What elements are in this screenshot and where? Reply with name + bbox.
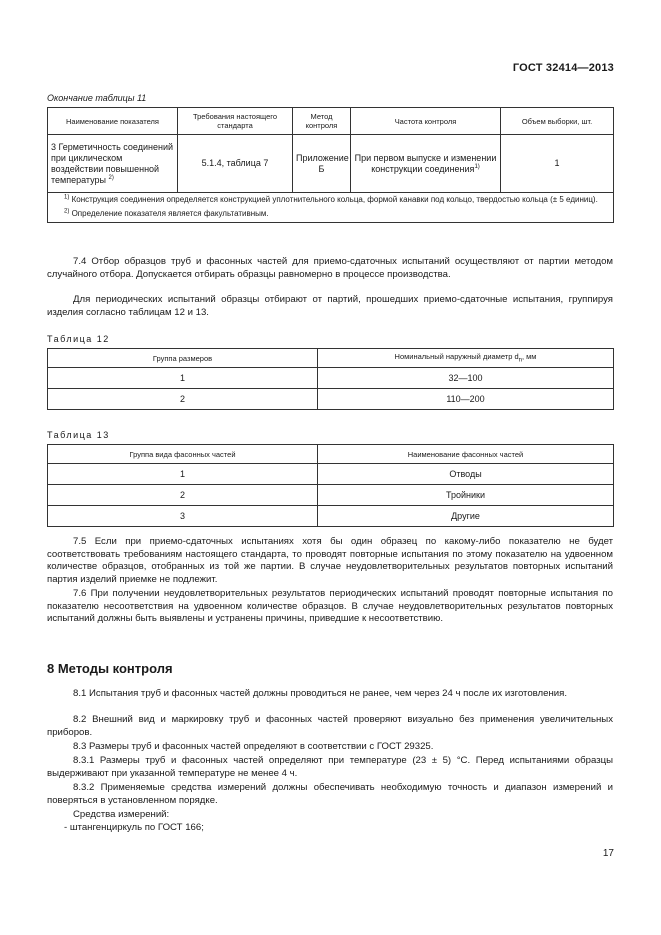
table-row [48,135,614,193]
table-header-row [48,445,614,464]
paragraph-8-2: 8.2 Внешний вид и маркировку труб и фасонных частей проверяют визуально без применения увеличительных приборов. [47,714,613,738]
table-13 [47,444,614,527]
table-11 [47,107,614,223]
header-fitting-name: Наименование фасонных частей [318,445,614,464]
cell-sample: 1 [501,135,614,193]
cell-group: 2 [48,485,318,506]
footnote-2 [54,209,607,220]
table-header-row [48,349,614,368]
footnote-mark: 2) [64,207,70,214]
cell-frequency [351,135,501,193]
table11-caption: Окончание таблицы 11 [47,93,147,103]
header-diameter-subscript: n [518,357,522,364]
cell-group: 2 [48,389,318,410]
cell-indicator [48,135,178,193]
header-fitting-group: Группа вида фасонных частей [48,445,318,464]
footnote-mark: 1) [64,194,70,201]
cell-name: Отводы [318,464,614,485]
header-diameter [318,349,614,368]
footnote-mark: 2) [108,174,114,181]
paragraph-7-5: 7.5 Если при приемо-сдаточных испытаниях хотя бы один образец по какому-либо показателю не будет соответствовать требованиям настоящего стандарта, то проводят повторные испытания по этому показателю на удвоенном количестве образцов, отобранных из той же партии. В случае неудовлетворительных результатов повторных испытаний партия изделий приемке не подлежит. [47,536,613,585]
cell-name: Тройники [318,485,614,506]
paragraph-7-4-periodic: Для периодических испытаний образцы отбирают от партий, прошедших приемо-сдаточные испытания, группируя изделия согласно таблицам 12 и 13. [47,294,613,318]
table12-caption: Таблица 12 [47,334,110,344]
table-notes-row [48,193,614,223]
header-method: Метод контроля [293,108,351,135]
table-row [48,506,614,527]
table13-caption: Таблица 13 [47,430,110,440]
tools-label: Средства измерений: [73,809,170,820]
header-diameter-text: Номинальный наружный диаметр d [394,352,519,362]
page-number: 17 [602,848,614,859]
cell-method: Приложение Б [293,135,351,193]
cell-group: 3 [48,506,318,527]
table-row [48,485,614,506]
header-frequency: Частота контроля [351,108,501,135]
footnote-text: Конструкция соединения определяется конструкцией уплотнительного кольца, формой канавки под кольцо, твердостью кольца (± 5 единиц). [71,195,598,204]
document-code: ГОСТ 32414—2013 [512,62,614,74]
section-title: 8 Методы контроля [47,661,173,676]
footnote-mark: 1) [474,163,480,170]
paragraph-8-3-1: 8.3.1 Размеры труб и фасонных частей определяют при температуре (23 ± 5) °С. Перед испытаниями образцы выдерживают при указанной температуре не менее 4 ч. [47,755,613,779]
header-sample: Объем выборки, шт. [501,108,614,135]
table-row [48,389,614,410]
indicator-text: 3 Герметичность соединений при циклическом воздействии повышенной температуры [51,141,174,185]
paragraph-8-1: 8.1 Испытания труб и фасонных частей должны проводиться не ранее, чем через 24 ч после их изготовления. [73,688,568,699]
table-12 [47,348,614,410]
cell-diameter: 32—100 [318,368,614,389]
header-indicator: Наименование показателя [48,108,178,135]
cell-group: 1 [48,368,318,389]
table-row [48,368,614,389]
paragraph-8-3: 8.3 Размеры труб и фасонных частей определяют в соответствии с ГОСТ 29325. [73,741,434,752]
footnote-1 [54,195,607,206]
cell-requirements: 5.1.4, таблица 7 [178,135,293,193]
cell-group: 1 [48,464,318,485]
table-row [48,464,614,485]
table-header-row [48,108,614,135]
cell-name: Другие [318,506,614,527]
header-size-group: Группа размеров [48,349,318,368]
frequency-text: При первом выпуске и изменении конструкции соединения [354,152,497,174]
header-requirements: Требования настоящего стандарта [178,108,293,135]
tool-item: - штангенциркуль по ГОСТ 166; [64,822,204,833]
paragraph-7-6: 7.6 При получении неудовлетворительных результатов периодических испытаний проводят повторные испытания по показателю несоответствия на удвоенном количестве образцов. В случае неудовлетворительных результатов повторных испытаний должны быть выявлены и устранены причины, приведшие к несоответствию. [47,588,613,624]
paragraph-8-3-2: 8.3.2 Применяемые средства измерений должны обеспечивать необходимую точность и диапазон измерений и поверяться в установленном порядке. [47,782,613,806]
paragraph-7-4: 7.4 Отбор образцов труб и фасонных частей для приемо-сдаточных испытаний осуществляют от партии методом случайного отбора. Допускается отбирать образцы равномерно в процессе производства. [47,256,613,280]
footnote-text: Определение показателя является факультативным. [71,208,269,218]
cell-diameter: 110—200 [318,389,614,410]
table-notes [48,193,614,223]
header-diameter-unit: , мм [521,352,537,362]
